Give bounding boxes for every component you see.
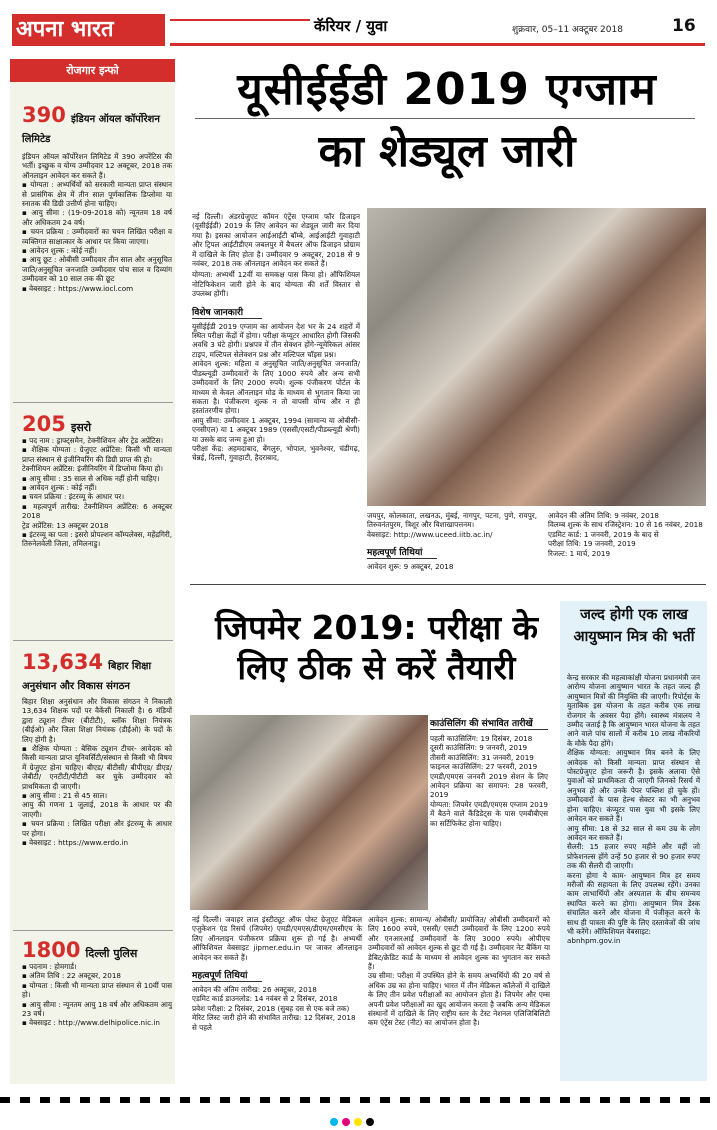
list-item: ▪ आयु सीमा : (19-09-2018 को) न्यूनतम 18 वर्ष और अधिकतम 24 वर्ष। bbox=[22, 208, 172, 227]
counselling-item: पहली काउंसिलिंग: 19 दिसंबर, 2018 bbox=[430, 734, 533, 743]
list-item: ▪ महत्वपूर्ण तारीख: टेक्नीशियन अप्रेंटिस: 6 अक्टूबर 2018 bbox=[22, 502, 172, 521]
job-bihar bbox=[22, 650, 172, 848]
story3-para: सैलरी: 15 हजार रुपए महीने और वहीं जो प्रोफेशनल्स होंगे उन्हें 50 हजार से 90 हजार रुपए तक की सैलरी दी जाएगी। bbox=[567, 842, 700, 871]
registration-dot bbox=[342, 1118, 350, 1126]
story3-para: करना होगा ये काम- आयुष्मान मित्र हर समय मरीजों की सहायता के लिए उपलब्ध रहेंगे। उनका काम लाभार्थियों और अस्पताल के बीच समन्वय स्थापित करने का होगा। आयुष्मान मित्र डेस्क संचालित करने और योजना में पंजीकृत करने के साथ ही पात्रता की पुष्टि के लिए दस्तावेजों की जांच भी करेंगे। ऑफिशियल वेबसाइट: bbox=[567, 870, 700, 936]
story3-body bbox=[567, 673, 700, 946]
story2-lead: नई दिल्ली। जवाहर लाल इंस्टीट्यूट ऑफ पोस्ट ग्रेजुएट मेडिकल एजुकेशन एंड रिसर्च (जिपमेर) एमडी/एमएस/डीएम/एमसीएच के लिए ऑनलाइन पंजीकरण प्रक्रिया शुरू हो गई है। अभ्यर्थी ऑफिशियल वेबसाइट jipmer.edu.in पर जाकर ऑनलाइन आवेदन कर सकते हैं। bbox=[192, 915, 362, 962]
list-item: ▪ आयु सीमा : न्यूनतम आयु 18 वर्ष और अधिकतम आयु 23 वर्ष। bbox=[22, 1000, 172, 1019]
story1-column-2 bbox=[367, 511, 537, 572]
story3-para: शैक्षिक योग्यता: आयुष्मान मित्र बनने के लिए आवेदक को किसी मान्यता प्राप्त संस्थान से पोस्टग्रेजुएट होना जरूरी है। इसके अलावा ऐसे युवाओं को प्राथमिकता दी जाएगी जिनको रिसर्च में अनुभव हो और उनके पेपर पब्लिश हो चुके हों। उम्मीदवारों के पास हेल्थ सेक्टर का भी अनुभव होना चाहिए। कंप्यूटर पास युवा भी इसके लिए आवेदन कर सकते हैं। bbox=[567, 748, 700, 824]
exam-students-photo bbox=[190, 715, 428, 910]
sidebar-title: रोजगार इन्फो bbox=[10, 59, 175, 82]
job-intro: बिहार शिक्षा अनुसंधान और विकास संगठन ने निकाली 13,634 शिक्षक पदों पर वैकेंसी निकाली है। 6 मंडियों द्वारा ट्यूशन टीचर (बीटीटी), ब्लॉक शिक्षा नियंत्रक (बीईओ) और जिला शिक्षा नियंत्रक (डीईओ) के पदों के लिए होगी है। bbox=[22, 697, 172, 744]
job-count: 390 bbox=[22, 103, 66, 127]
dates-title: महत्वपूर्ण तिथियां bbox=[192, 968, 262, 982]
website-link[interactable]: ▪ वेबसाइट : http://www.delhipolice.nic.in bbox=[22, 1018, 172, 1027]
story1-column-3 bbox=[548, 511, 706, 558]
registration-dot bbox=[366, 1118, 374, 1126]
list-item: आयु की गणना 1 जुलाई, 2018 के आधार पर की जाएगी। bbox=[22, 800, 172, 819]
date-item: प्रवेश परीक्षा: 2 दिसंबर, 2018 (सुबह दस से एक बजे तक) bbox=[192, 1003, 350, 1013]
story1-headline-line2: का शेड्यूल जारी bbox=[318, 126, 576, 177]
masthead-logo: अपना भारत bbox=[12, 14, 165, 46]
list-item: ▪ आयु सीमा : 21 से 45 साल। bbox=[22, 791, 172, 800]
list-item: ▪ पदनाम : होमगार्ड। bbox=[22, 962, 172, 971]
story3-website[interactable]: abnhpm.gov.in bbox=[567, 936, 621, 946]
story2-column-1 bbox=[192, 915, 362, 1032]
section-title: कॅरियर / युवा bbox=[314, 17, 388, 35]
list-item: ▪ अंतिम तिथि : 22 अक्टूबर, 2018 bbox=[22, 971, 172, 980]
date-item: मेरिट लिस्ट जारी होने की संभावित तारीख: 12 दिसंबर, 2018 से पहले bbox=[192, 1013, 356, 1032]
list-item: ▪ चयन प्रक्रिया : उम्मीदवारों का चयन लिखित परीक्षा व व्यक्तिगत साक्षात्कार के आधार पर किया जाएगा। bbox=[22, 227, 172, 246]
list-item: ▪ शैक्षिक योग्यता : ग्रेजुएट अप्रेंटिस: किसी भी मान्यता प्राप्त संस्थान से इंजीनियरिंग की डिग्री प्राप्त की हो। bbox=[22, 445, 172, 464]
list-item: ▪ योग्यता : अभ्यर्थियों को सरकारी मान्यता प्राप्त संस्थान से प्रासंगिक क्षेत्र में तीन साल पूर्णकालिक डिप्लोमा या स्नातक की डिग्री उत्तीर्ण होना चाहिए। bbox=[22, 180, 172, 208]
date-item: एडमिट कार्ड: 1 जनवरी, 2019 के बाद से bbox=[548, 529, 659, 539]
list-item: ट्रेड अप्रेंटिस: 13 अक्टूबर 2018 bbox=[22, 520, 109, 530]
list-item: ▪ आवेदन शुल्क : कोई नहीं। bbox=[22, 246, 172, 255]
issue-date: शुक्रवार, 05–11 अक्टूबर 2018 bbox=[512, 25, 623, 35]
story2-fee: आवेदन शुल्क: सामान्य/ ओबीसी/ प्रायोजित/ ओबीसी उम्मीदवारों को लिए 1600 रुपये, एससी/ एसटी उम्मीदवारों के लिए 1200 रुपये और एनआरआई उम्मीदवारों के लिए 3000 रुपये। ओपीएच उम्मीदवारों को आवेदन शुल्क से छूट दी गई है। उम्मीदवार नेट बैंकिंग या डेबिट/क्रेडिट कार्ड के माध्यम से आवेदन शुल्क का भुगतान कर सकते हैं। bbox=[368, 915, 550, 972]
website-link[interactable]: ▪ वेबसाइट : https://www.erdo.in bbox=[22, 838, 172, 847]
divider bbox=[190, 584, 706, 585]
story1-headline-line1: यूसीईईडी 2019 एग्जाम bbox=[237, 64, 657, 115]
list-item: ▪ आयु छूट : ओबीसी उम्मीदवार तीन साल और अनुसूचित जाति/अनुसूचित जनजाति उम्मीदवार पांच साल व दिव्यांग उम्मीदवार को 10 साल तक की छूट bbox=[22, 255, 172, 283]
job-org: इंडियन ऑयल कॉर्पोरेशन लिमिटेड bbox=[22, 114, 160, 145]
list-item: टेक्नीशियन अप्रेंटिस: इंजीनियरिंग में डिप्लोमा किया हो। bbox=[22, 464, 164, 474]
story1-column-1 bbox=[192, 212, 360, 463]
story1-fee: आवेदन शुल्क: महिला व अनुसूचित जाति/अनुसूचित जनजाति/पीडब्ल्यूडी उम्मीदवारों के लिए 1000 रुपये और अन्य सभी उम्मीदवारों के लिए 2000 रुपये। शुल्क पंजीकरण पोर्टल के माध्यम से केवल ऑनलाइन मोड के माध्यम से भुगतान किया जा सकता है। पंजीकरण शुल्क न तो वापसी योग्य और न ही हस्तांतरणीय होगा। bbox=[192, 359, 360, 416]
list-item: ▪ आयु सीमा : 35 साल से अधिक नहीं होनी चाहिए। bbox=[22, 474, 172, 483]
header-rule-top bbox=[170, 19, 310, 21]
job-count: 1800 bbox=[22, 938, 81, 962]
date-item: परीक्षा तिथि: 19 जनवरी, 2019 bbox=[548, 539, 636, 549]
story1-age: आयु सीमा: उम्मीदवार 1 अक्टूबर, 1994 (सामान्य या ओबीसी-एनसीएल) या 1 अक्टूबर 1989 (एससी/एसटी/पीडब्ल्यूडी श्रेणी) या उसके बाद जन्म हुआ हो। bbox=[192, 415, 360, 444]
special-info-title: विशेष जानकारी bbox=[192, 305, 262, 319]
list-item: ▪ आवेदन शुल्क : कोई नहीं। bbox=[22, 483, 172, 492]
story2-age: उम्र सीमा: परीक्षा में उपस्थित होने के समय अभ्यर्थियों की 20 वर्ष से अधिक उम्र का होना चाहिए। भारत में तीन मेडिकल कॉलेजों में दाखिले के लिए तीन प्रवेश परीक्षाओं का आयोजन होता है। जिपमेर और एम्स अपनी प्रवेश परीक्षाओं का खुद आयोजन करता है जबकि अन्य मेडिकल संस्थानों में दाखिले के लिए राष्ट्रीय स्तर के टेस्ट नेशनल एलिजिबिलिटी कम एंट्रेंस टेस्ट (नीट) का आयोजन होता है। bbox=[368, 971, 550, 1028]
headline-rule bbox=[195, 118, 695, 119]
counselling-item: एमडी/एमएस जनवरी 2019 सेशन के लिए आवेदन प्रक्रिया का समापन: 28 फरवरी, 2019 bbox=[430, 771, 548, 800]
job-count: 205 bbox=[22, 412, 66, 436]
divider bbox=[13, 402, 173, 403]
story1-centres-cont: जयपुर, कोलकाता, लखनऊ, मुंबई, नागपुर, पटना, पुणे, रायपुर, तिरुवनंतपुरम, त्रिशूर और विशाखापत्तनम। bbox=[367, 511, 537, 530]
registration-dot bbox=[330, 1118, 338, 1126]
list-item: ▪ योग्यता : किसी भी मान्यता प्राप्त संस्थान से 10वीं पास हो। bbox=[22, 981, 172, 1000]
job-count: 13,634 bbox=[22, 650, 104, 674]
job-org: इसरो bbox=[70, 421, 92, 434]
counselling-item: फाइनल काउंसिलिंग: 27 फरवरी, 2019 bbox=[430, 762, 538, 772]
counselling-box bbox=[430, 716, 548, 828]
story2-headline: जिपमेर 2019: परीक्षा के लिए ठीक से करें तैयारी bbox=[215, 608, 538, 687]
students-photo bbox=[367, 208, 706, 506]
list-item: ▪ इंटरव्यू का पता : इसरो प्रोपल्शन कॉम्पलेक्स, महेंद्रगिरी, तिरुनेलवेली जिला, तमिलनाडु। bbox=[22, 530, 172, 549]
job-org: दिल्ली पुलिस bbox=[85, 947, 138, 960]
story1-lead: नई दिल्ली। अंडरग्रेजुएट कॉमन एंट्रेंस एग्जाम फॉर डिजाइन (यूसीईईडी) 2019 के लिए आवेदन का शेड्यूल जारी कर दिया गया है। इसका आयोजन आईआईटी बॉम्बे, आईआईटी गुवाहाटी और ट्रिपल आईटीडीएम जबलपुर में बैचलर ऑफ डिजाइन प्रोग्राम में दाखिले के लिए होता है। उम्मीदवार 9 अक्टूबर, 2018 से 9 नवंबर, 2018 तक ऑनलाइन आवेदन कर सकते हैं। bbox=[192, 212, 360, 269]
website-link[interactable]: ▪ वेबसाइट : https://www.iocl.com bbox=[22, 284, 172, 293]
print-registration-strip bbox=[0, 1097, 717, 1103]
counselling-item: दूसरी काउंसिलिंग: 9 जनवरी, 2019 bbox=[430, 743, 528, 753]
date-item: रिजल्ट: 1 मार्च, 2019 bbox=[548, 548, 611, 558]
story3-para: आयु सीमा: 18 से 32 साल से कम उम्र के लोग आवेदन कर सकते हैं। bbox=[567, 823, 700, 842]
story1-centres: परीक्षा केंद्र: अहमदाबाद, बेंगलुरु, भोपाल, भुवनेश्वर, चंडीगढ़, चेन्नई, दिल्ली, गुवाहाटी, हैदराबाद, bbox=[192, 443, 360, 463]
list-item: ▪ शैक्षिक योग्यता : बेसिक ट्यूशन टीचर- आवेदक को किसी मान्यता प्राप्त यूनिवर्सिटी/संस्थान से किसी भी विषय में ग्रेजुएट होना चाहिए। बीएड/ बीटीसी/ बीपीएड/ डीएड/जेबीटी/ एनटीटी/पीटीटी कर चुके उम्मीदवार को प्राथमिकता दी जाएगी। bbox=[22, 744, 172, 791]
page-number: 16 bbox=[672, 16, 696, 36]
list-item: ▪ पद नाम : ड्राफ्ट्समैन, टेक्नीशियन और ट्रेड अप्रेंटिस। bbox=[22, 436, 172, 445]
date-item: आवेदन शुरू: 9 अक्टूबर, 2018 bbox=[367, 562, 454, 572]
story3-headline: जल्द होगी एक लाख आयुष्मान मित्र की भर्ती bbox=[573, 607, 695, 645]
header-rule bbox=[170, 43, 705, 46]
story1-eligibility: योग्यता: अभ्यर्थी 12वीं या समकक्ष पास किया हो। ऑफिशियल नोटिफिकेशन जारी होने के बाद योग्यता की शर्तें विस्तार से उपलब्ध होंगी। bbox=[192, 270, 360, 299]
counselling-item: तीसरी काउंसिलिंग: 31 जनवरी, 2019 bbox=[430, 752, 534, 762]
list-item: ▪ चयन प्रक्रिया : लिखित परीक्षा और इंटरव्यू के आधार पर होगा। bbox=[22, 819, 172, 838]
date-item: विलम्ब शुल्क के साथ रजिस्ट्रेशन: 10 से 16 नवंबर, 2018 bbox=[548, 520, 703, 530]
story1-website[interactable]: वेबसाइट: http://www.uceed.iitb.ac.in/ bbox=[367, 529, 493, 539]
job-intro: इंडियन ऑयल कॉर्पोरेशन लिमिटेड में 390 अपरेंटिस की भर्ती। इच्छुक व योग्य उम्मीदवार 12 अक्टूबर, 2018 तक ऑनलाइन आवेदन कर सकते हैं। bbox=[22, 152, 172, 180]
story2-column-2 bbox=[368, 915, 550, 1028]
date-item: एडमिट कार्ड डाउनलोड: 14 नवंबर से 2 दिसंबर, 2018 bbox=[192, 994, 338, 1004]
counselling-title: काउंसिलिंग की संभावित तारीखें bbox=[430, 716, 548, 730]
job-org: बिहार शिक्षा अनुसंधान और विकास संगठन bbox=[22, 661, 152, 692]
special-info-text: यूसीईईडी 2019 एग्जाम का आयोजन देश भर के 24 शहरों में स्थित परीक्षा केंद्रों में होगा। परीक्षा कंप्यूटर आधारित होगी जिसकी अवधि 3 घंटे होगी। प्रश्नपत्र में तीन सेक्शन होंगे-न्यूमेरिकल आंसर टाइप, मल्टिपल सेलेक्शन प्रश्न और मल्टिपल चॉइस प्रश्न। bbox=[192, 321, 360, 359]
date-item: आवेदन की अंतिम तारीख: 26 अक्टूबर, 2018 bbox=[192, 985, 317, 995]
list-item: ▪ चयन प्रक्रिया : इंटरव्यू के आधार पर। bbox=[22, 492, 172, 501]
divider bbox=[13, 930, 173, 931]
counselling-item: योग्यता: जिपमेर एमडी/एमएस एग्जाम 2019 में बैठने वाले कैंडिडेट्स के पास एमबीबीएस का सर्टिफिकेट होना चाहिए। bbox=[430, 799, 548, 828]
dates-title: महत्वपूर्ण तिथियां bbox=[367, 545, 437, 559]
divider bbox=[13, 640, 173, 641]
job-isro bbox=[22, 412, 172, 549]
job-delhi-police bbox=[22, 938, 172, 1028]
story3-para: केन्द्र सरकार की महत्वाकांक्षी योजना प्रधानमंत्री जन आरोग्य योजना आयुष्मान भारत के तहत जल्द ही आयुष्मान मित्रों की नियुक्ति की जाएगी। रिपोर्ट्स के मुताबिक इस योजना के तहत करीब एक लाख रोजगार के अवसर पैदा होंगे। स्वास्थ्य मंत्रालय ने उम्मीद जताई है कि आयुष्मान भारत योजना के तहत आने वाले पांच सालों में करीब 10 लाख नौकरियों के मौके पैदा होंगे। bbox=[567, 673, 700, 748]
date-item: आवेदन की अंतिम तिथि: 9 नवंबर, 2018 bbox=[548, 511, 659, 520]
job-iocl bbox=[22, 103, 172, 293]
registration-dot bbox=[354, 1118, 362, 1126]
